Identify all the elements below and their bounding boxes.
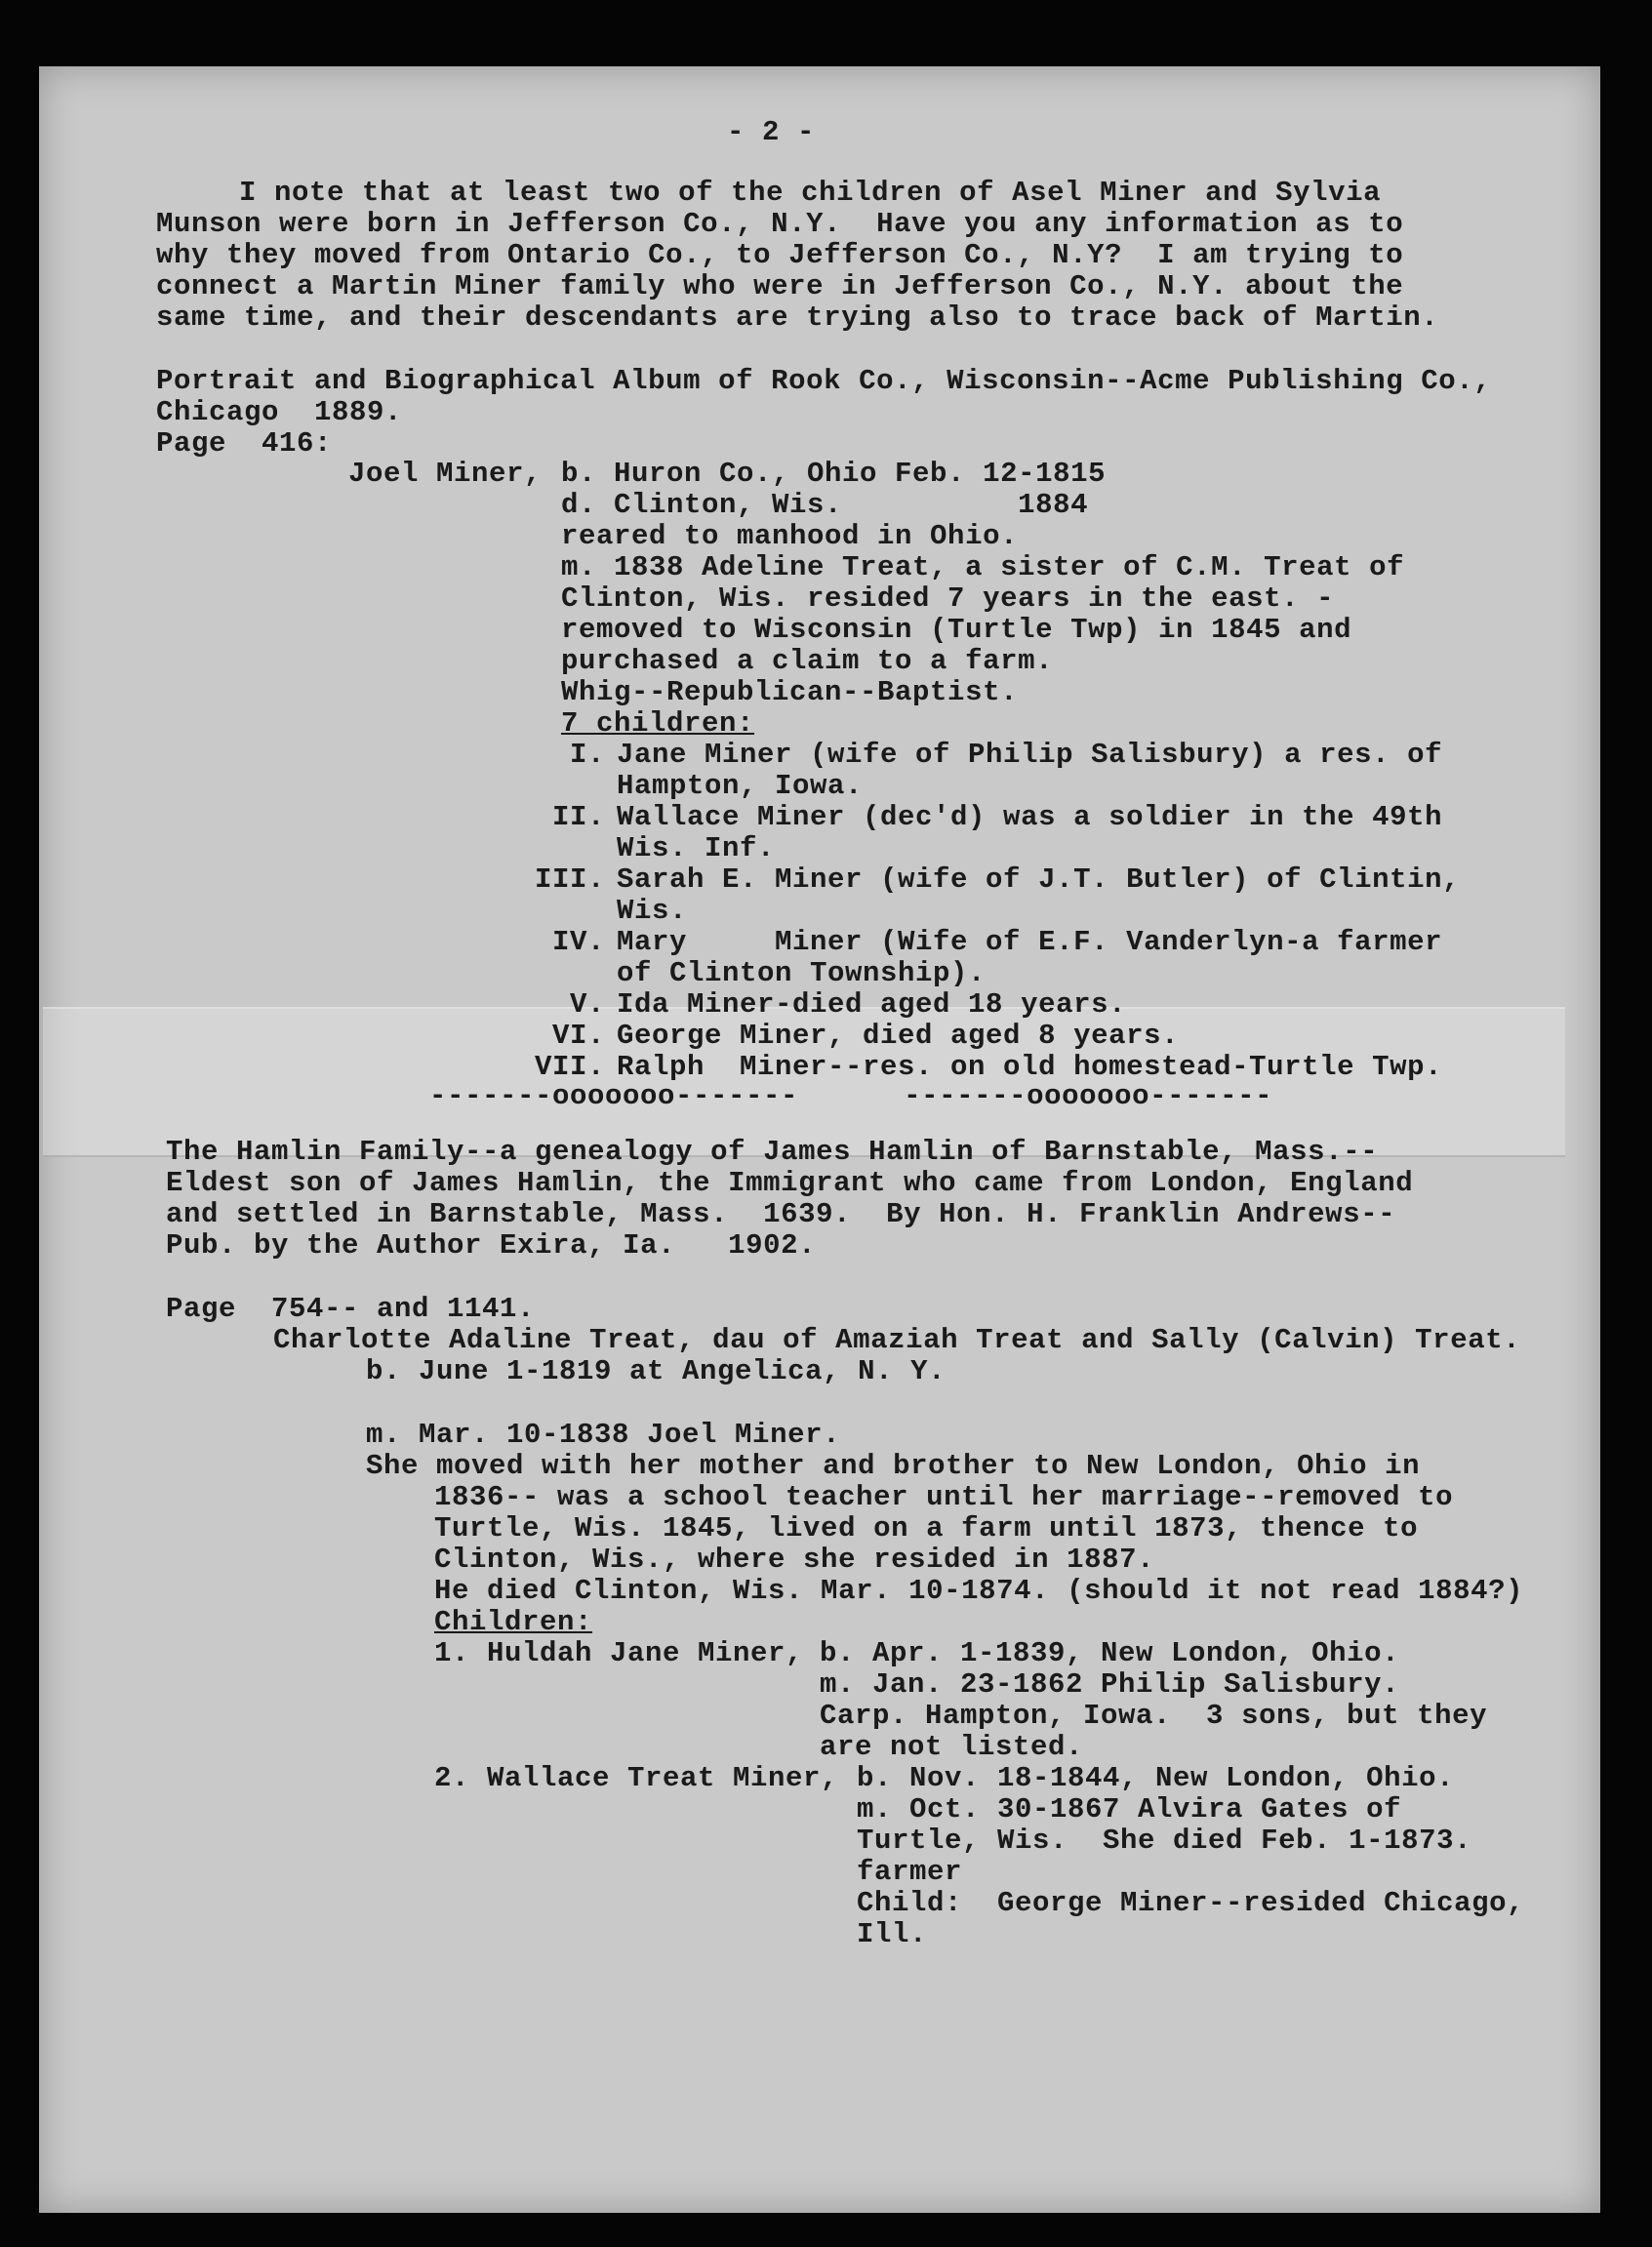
child-line: Ill. [857,1918,928,1950]
child-line: George Miner, died aged 8 years. [617,1020,1180,1052]
fact-line: removed to Wisconsin (Turtle Twp) in 1845 and [561,614,1352,646]
intro-line: same time, and their descendants are trying also to trace back of Martin. [156,301,1439,334]
fact-line: m. 1838 Adeline Treat, a sister of C.M. Treat of [561,551,1405,583]
narrative-line: She moved with her mother and brother to New London, Ohio in [366,1450,1421,1482]
source2-title: The Hamlin Family--a genealogy of James Hamlin of Barnstable, Mass.-- [166,1136,1379,1168]
child-line: Wis. [617,895,688,927]
child-name: 1. Huldah Jane Miner, [434,1637,804,1669]
child-number: V. [569,988,605,1021]
child-line: farmer [857,1856,963,1888]
child-line: Child: George Miner--resided Chicago, [857,1887,1525,1919]
source1-title: Chicago 1889. [156,396,403,428]
intro-line: Munson were born in Jefferson Co., N.Y. Have you any information as to [156,208,1404,240]
child-line: m. Jan. 23-1862 Philip Salisbury. [820,1668,1400,1701]
child-line: Mary Miner (Wife of E.F. Vanderlyn-a farmer [617,926,1443,958]
intro-line: why they moved from Ontario Co., to Jefferson Co., N.Y? I am trying to [156,239,1404,271]
child-line: Ida Miner-died aged 18 years. [617,988,1127,1021]
source1-page-ref: Page 416: [156,427,333,460]
source2-born: b. June 1-1819 at Angelica, N. Y. [366,1355,947,1387]
source2-subject: Charlotte Adaline Treat, dau of Amaziah Treat and Sally (Calvin) Treat. [273,1324,1521,1356]
fact-line: Clinton, Wis. resided 7 years in the east. - [561,582,1335,615]
fact-line: reared to manhood in Ohio. [561,520,1019,552]
source2-title: and settled in Barnstable, Mass. 1639. By Hon. H. Franklin Andrews-- [166,1198,1396,1230]
child-number: I. [569,739,605,771]
source1-title: Portrait and Biographical Album of Rook Co., Wisconsin--Acme Publishing Co., [156,365,1492,397]
child-number: II. [551,801,605,833]
source2-title: Pub. by the Author Exira, Ia. 1902. [166,1229,817,1262]
narrative-line: 1836-- was a school teacher until her marriage--removed to [434,1481,1454,1513]
child-line: b. Nov. 18-1844, New London, Ohio. [857,1762,1455,1794]
child-line: are not listed. [820,1731,1084,1763]
page-number: - 2 - [726,116,815,148]
fact-line: Whig--Republican--Baptist. [561,676,1019,708]
fact-line: purchased a claim to a farm. [561,645,1054,677]
child-number: IV. [551,926,605,958]
child-number: VII. [534,1051,605,1083]
children-heading: 7 children: [561,707,755,740]
source2-page-ref: Page 754-- and 1141. [166,1293,536,1325]
children-heading: Children: [434,1606,593,1638]
child-name: 2. Wallace Treat Miner, [434,1762,839,1794]
child-line: Turtle, Wis. She died Feb. 1-1873. [857,1825,1472,1857]
child-line: Ralph Miner--res. on old homestead-Turtle Twp. [617,1051,1443,1083]
narrative-line: Turtle, Wis. 1845, lived on a farm until 1873, thence to [434,1512,1419,1545]
intro-line: I note that at least two of the children of Asel Miner and Sylvia [239,177,1382,209]
section-divider: -------ooooooo------- -------ooooooo------- [429,1080,1273,1112]
source2-title: Eldest son of James Hamlin, the Immigrant who came from London, England [166,1167,1414,1199]
child-number: III. [534,863,605,896]
intro-line: connect a Martin Miner family who were in Jefferson Co., N.Y. about the [156,270,1404,302]
child-line: Wis. Inf. [617,832,776,864]
source1-subject: Joel Miner, [348,458,543,490]
source2-married: m. Mar. 10-1838 Joel Miner. [366,1419,841,1451]
child-number: VI. [551,1020,605,1052]
child-line: Jane Miner (wife of Philip Salisbury) a res. of [617,739,1443,771]
fact-line: d. Clinton, Wis. 1884 [561,489,1089,521]
narrative-line: He died Clinton, Wis. Mar. 10-1874. (should it not read 1884?) [434,1575,1524,1607]
child-line: Carp. Hampton, Iowa. 3 sons, but they [820,1700,1488,1732]
child-line: of Clinton Township). [617,957,987,989]
child-line: m. Oct. 30-1867 Alvira Gates of [857,1793,1402,1826]
child-line: Sarah E. Miner (wife of J.T. Butler) of Clintin, [617,863,1461,896]
narrative-line: Clinton, Wis., where she resided in 1887. [434,1544,1155,1576]
fact-line: b. Huron Co., Ohio Feb. 12-1815 [561,458,1107,490]
child-line: Hampton, Iowa. [617,770,864,802]
child-line: Wallace Miner (dec'd) was a soldier in the 49th [617,801,1443,833]
child-line: b. Apr. 1-1839, New London, Ohio. [820,1637,1400,1669]
